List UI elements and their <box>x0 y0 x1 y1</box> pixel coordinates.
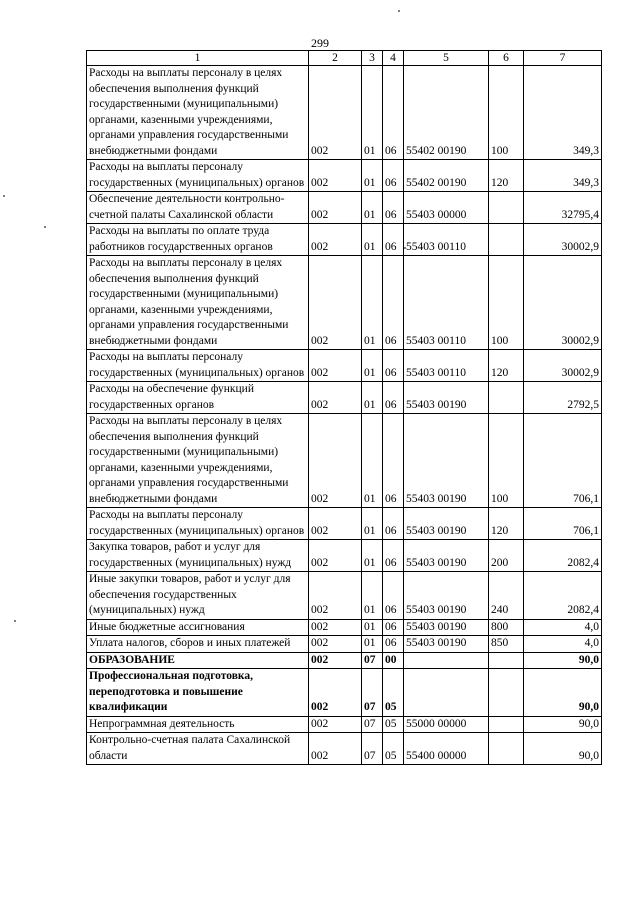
cell-name: Расходы на обеспечение функций государственных органов <box>87 382 309 414</box>
cell-target-article: 55403 00000 <box>404 192 489 224</box>
cell-section: 01 <box>362 224 383 256</box>
cell-ministry-code: 002 <box>309 540 362 572</box>
cell-target-article: 55403 00190 <box>404 636 489 653</box>
cell-name: Закупка товаров, работ и услуг для государственных (муниципальных) нужд <box>87 540 309 572</box>
cell-ministry-code: 002 <box>309 572 362 620</box>
cell-expense-type <box>489 224 524 256</box>
cell-amount: 706,1 <box>524 508 602 540</box>
cell-target-article: 55403 00190 <box>404 619 489 636</box>
cell-amount: 349,3 <box>524 66 602 160</box>
budget-table <box>86 50 602 765</box>
cell-subsection: 05 <box>383 669 404 717</box>
column-header-subsection: 4 <box>383 51 404 66</box>
cell-section: 01 <box>362 540 383 572</box>
cell-ministry-code: 002 <box>309 256 362 350</box>
cell-target-article <box>404 652 489 669</box>
cell-name: ОБРАЗОВАНИЕ <box>87 652 309 669</box>
cell-subsection: 06 <box>383 256 404 350</box>
cell-amount: 90,0 <box>524 669 602 717</box>
cell-amount: 349,3 <box>524 160 602 192</box>
cell-expense-type: 240 <box>489 572 524 620</box>
table-row <box>87 350 602 382</box>
cell-subsection: 06 <box>383 350 404 382</box>
cell-amount: 4,0 <box>524 619 602 636</box>
cell-section: 01 <box>362 256 383 350</box>
cell-subsection: 06 <box>383 508 404 540</box>
cell-expense-type: 120 <box>489 160 524 192</box>
column-header-name: 1 <box>87 51 309 66</box>
cell-name: Обеспечение деятельности контрольно-счетной палаты Сахалинской области <box>87 192 309 224</box>
table-row <box>87 636 602 653</box>
cell-name: Расходы на выплаты персоналу государственных (муниципальных) органов <box>87 350 309 382</box>
cell-amount: 2082,4 <box>524 540 602 572</box>
cell-expense-type: 850 <box>489 636 524 653</box>
cell-expense-type: 100 <box>489 414 524 508</box>
table-body <box>87 66 602 765</box>
cell-ministry-code: 002 <box>309 160 362 192</box>
table-row <box>87 192 602 224</box>
cell-name: Расходы на выплаты по оплате труда работников государственных органов <box>87 224 309 256</box>
table-row <box>87 160 602 192</box>
scan-speck <box>44 226 46 228</box>
cell-target-article: 55402 00190 <box>404 160 489 192</box>
cell-expense-type <box>489 192 524 224</box>
column-header-type: 6 <box>489 51 524 66</box>
cell-section: 01 <box>362 382 383 414</box>
cell-expense-type <box>489 716 524 733</box>
table-row <box>87 652 602 669</box>
scan-speck <box>3 195 5 197</box>
cell-ministry-code: 002 <box>309 716 362 733</box>
cell-expense-type: 120 <box>489 350 524 382</box>
cell-name: Расходы на выплаты персоналу в целях обеспечения выполнения функций государственными (муниципальными) органами, казенными учреждениями, органами управления государственными внебюджетными фондами <box>87 256 309 350</box>
cell-name: Непрограммная деятельность <box>87 716 309 733</box>
cell-section: 07 <box>362 652 383 669</box>
cell-target-article: 55400 00000 <box>404 733 489 765</box>
table-row <box>87 508 602 540</box>
cell-name: Контрольно-счетная палата Сахалинской области <box>87 733 309 765</box>
cell-section: 01 <box>362 160 383 192</box>
table-row <box>87 669 602 717</box>
cell-subsection: 06 <box>383 192 404 224</box>
cell-amount: 90,0 <box>524 652 602 669</box>
table-row <box>87 382 602 414</box>
cell-subsection: 06 <box>383 619 404 636</box>
cell-ministry-code: 002 <box>309 224 362 256</box>
cell-target-article <box>404 669 489 717</box>
cell-name: Иные закупки товаров, работ и услуг для обеспечения государственных (муниципальных) нужд <box>87 572 309 620</box>
cell-ministry-code: 002 <box>309 192 362 224</box>
cell-target-article: 55000 00000 <box>404 716 489 733</box>
cell-section: 01 <box>362 414 383 508</box>
cell-section: 01 <box>362 619 383 636</box>
table-row <box>87 256 602 350</box>
cell-amount: 4,0 <box>524 636 602 653</box>
table-row <box>87 540 602 572</box>
cell-target-article: 55403 00110 <box>404 224 489 256</box>
cell-subsection: 06 <box>383 382 404 414</box>
cell-target-article: 55403 00190 <box>404 572 489 620</box>
cell-ministry-code: 002 <box>309 636 362 653</box>
cell-section: 01 <box>362 636 383 653</box>
cell-amount: 32795,4 <box>524 192 602 224</box>
cell-subsection: 06 <box>383 572 404 620</box>
cell-ministry-code: 002 <box>309 733 362 765</box>
cell-ministry-code: 002 <box>309 350 362 382</box>
cell-amount: 2792,5 <box>524 382 602 414</box>
cell-section: 01 <box>362 572 383 620</box>
table-row <box>87 716 602 733</box>
column-header-ministry: 2 <box>309 51 362 66</box>
cell-name: Иные бюджетные ассигнования <box>87 619 309 636</box>
cell-expense-type <box>489 733 524 765</box>
cell-section: 07 <box>362 669 383 717</box>
cell-amount: 90,0 <box>524 716 602 733</box>
header-row <box>87 51 602 66</box>
cell-ministry-code: 002 <box>309 382 362 414</box>
column-header-section: 3 <box>362 51 383 66</box>
cell-subsection: 06 <box>383 224 404 256</box>
cell-target-article: 55403 00190 <box>404 508 489 540</box>
table-row <box>87 572 602 620</box>
cell-ministry-code: 002 <box>309 652 362 669</box>
cell-expense-type: 120 <box>489 508 524 540</box>
cell-target-article: 55403 00110 <box>404 256 489 350</box>
table-row <box>87 619 602 636</box>
cell-section: 01 <box>362 350 383 382</box>
cell-expense-type: 800 <box>489 619 524 636</box>
cell-ministry-code: 002 <box>309 619 362 636</box>
cell-subsection: 05 <box>383 733 404 765</box>
cell-subsection: 05 <box>383 716 404 733</box>
table-row <box>87 66 602 160</box>
cell-section: 01 <box>362 508 383 540</box>
cell-target-article: 55403 00190 <box>404 382 489 414</box>
cell-name: Профессиональная подготовка, переподготовка и повышение квалификации <box>87 669 309 717</box>
column-header-target: 5 <box>404 51 489 66</box>
cell-target-article: 55402 00190 <box>404 66 489 160</box>
cell-name: Расходы на выплаты персоналу государственных (муниципальных) органов <box>87 160 309 192</box>
cell-ministry-code: 002 <box>309 66 362 160</box>
cell-subsection: 06 <box>383 414 404 508</box>
scan-speck <box>14 620 16 622</box>
cell-name: Уплата налогов, сборов и иных платежей <box>87 636 309 653</box>
cell-expense-type <box>489 382 524 414</box>
cell-expense-type: 100 <box>489 256 524 350</box>
cell-ministry-code: 002 <box>309 669 362 717</box>
cell-section: 07 <box>362 716 383 733</box>
page-number: 299 <box>311 36 329 50</box>
cell-section: 07 <box>362 733 383 765</box>
cell-subsection: 00 <box>383 652 404 669</box>
scan-speck <box>398 10 400 12</box>
cell-target-article: 55403 00190 <box>404 414 489 508</box>
cell-amount: 30002,9 <box>524 224 602 256</box>
cell-amount: 706,1 <box>524 414 602 508</box>
cell-subsection: 06 <box>383 160 404 192</box>
table-row <box>87 224 602 256</box>
cell-name: Расходы на выплаты персоналу в целях обеспечения выполнения функций государственными (муниципальными) органами, казенными учреждениями, органами управления государственными внебюджетными фондами <box>87 66 309 160</box>
cell-section: 01 <box>362 192 383 224</box>
cell-amount: 90,0 <box>524 733 602 765</box>
cell-expense-type: 100 <box>489 66 524 160</box>
cell-expense-type <box>489 652 524 669</box>
cell-ministry-code: 002 <box>309 414 362 508</box>
table-row <box>87 414 602 508</box>
cell-ministry-code: 002 <box>309 508 362 540</box>
cell-amount: 2082,4 <box>524 572 602 620</box>
cell-target-article: 55403 00190 <box>404 540 489 572</box>
column-header-amount: 7 <box>524 51 602 66</box>
cell-subsection: 06 <box>383 66 404 160</box>
cell-section: 01 <box>362 66 383 160</box>
cell-expense-type <box>489 669 524 717</box>
cell-name: Расходы на выплаты персоналу государственных (муниципальных) органов <box>87 508 309 540</box>
cell-name: Расходы на выплаты персоналу в целях обеспечения выполнения функций государственными (муниципальными) органами, казенными учреждениями, органами управления государственными внебюджетными фондами <box>87 414 309 508</box>
cell-target-article: 55403 00110 <box>404 350 489 382</box>
table-row <box>87 733 602 765</box>
cell-amount: 30002,9 <box>524 350 602 382</box>
cell-subsection: 06 <box>383 540 404 572</box>
scan-speck <box>404 247 406 249</box>
cell-subsection: 06 <box>383 636 404 653</box>
cell-expense-type: 200 <box>489 540 524 572</box>
cell-amount: 30002,9 <box>524 256 602 350</box>
